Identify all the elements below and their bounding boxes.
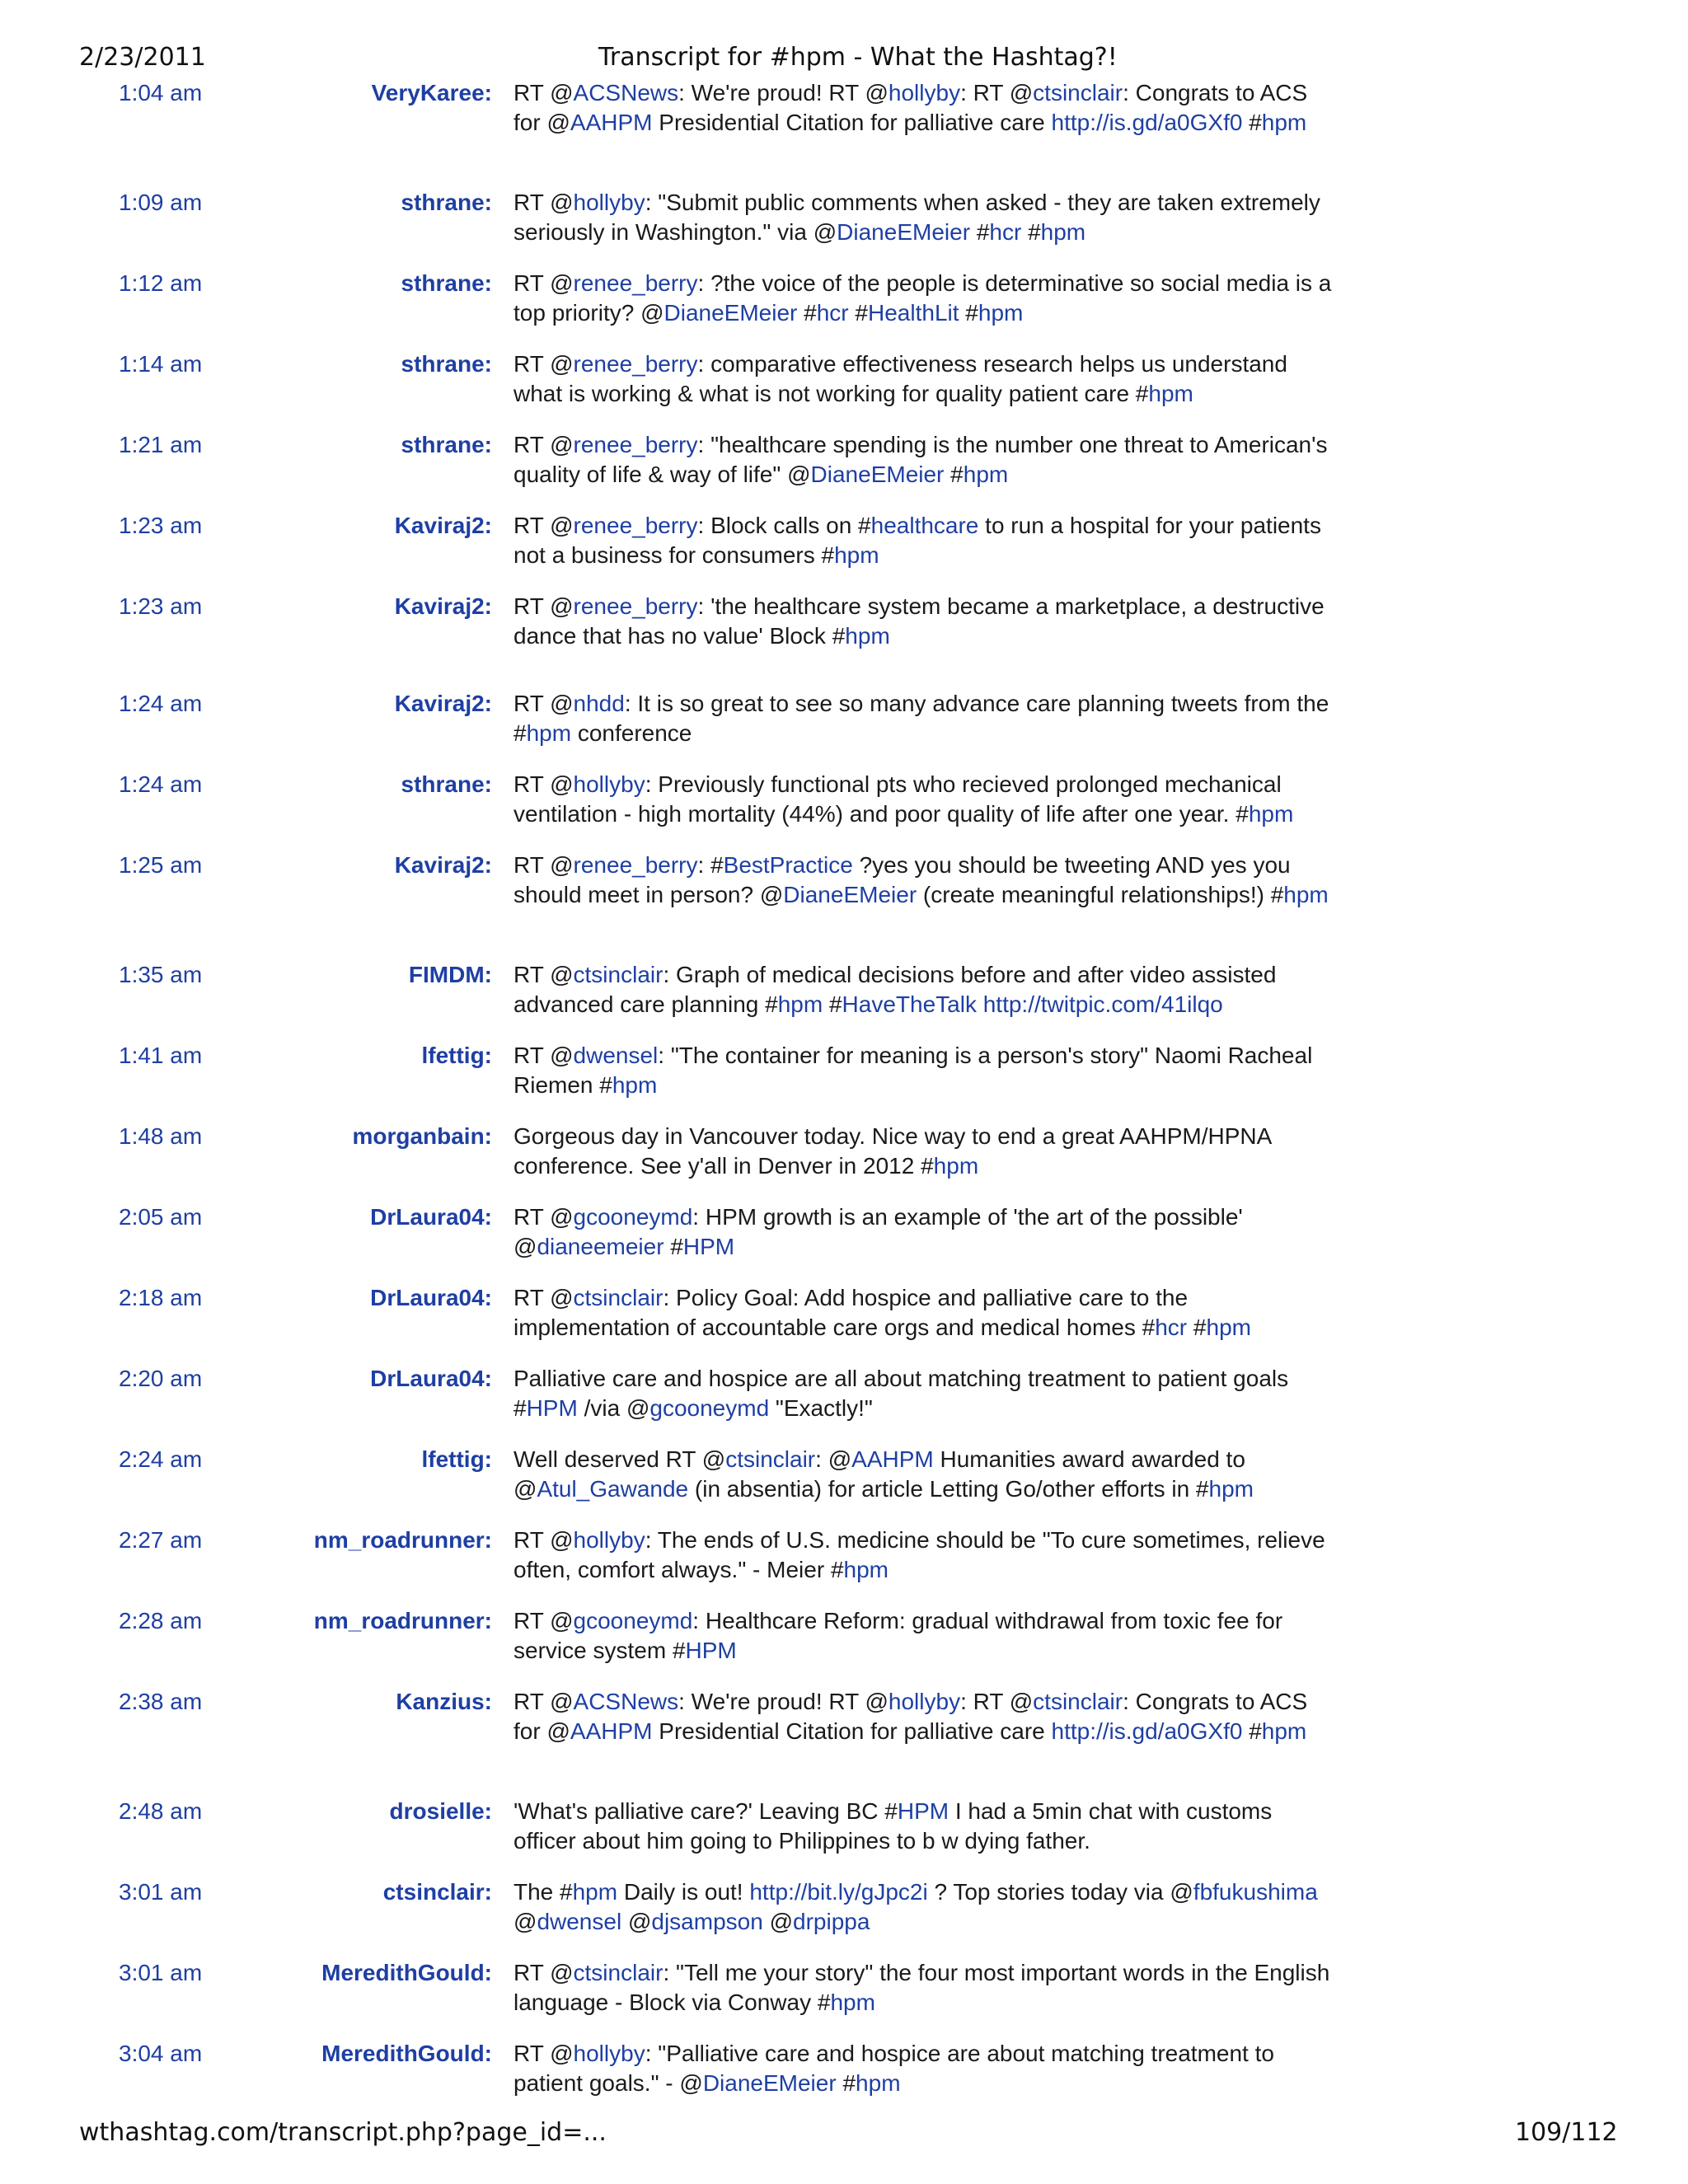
tweet-username[interactable]: MeredithGould: (321, 2041, 492, 2066)
tweet-username[interactable]: sthrane: (401, 771, 492, 797)
tweet-username[interactable]: DrLaura04: (370, 1204, 492, 1230)
tweet-text: RT @renee_berry: comparative effectiveness research helps us understand what is working & what is not working for quality patient care #hpm (513, 351, 1294, 406)
hashtag-link[interactable]: hpm (1261, 1718, 1307, 1744)
tweet-username[interactable]: sthrane: (401, 351, 492, 377)
tweet-text: RT @nhdd: It is so great to see so many advance care planning tweets from the #hpm conference (513, 691, 1336, 746)
tweet-text: RT @ctsinclair: Policy Goal: Add hospice and palliative care to the implementation of accountable care orgs and medical homes #hcr #hpm (513, 1285, 1251, 1340)
tweet-time: 1:24 am (119, 771, 203, 797)
hashtag-link[interactable]: hcr (989, 219, 1022, 245)
hashtag-link[interactable]: hpm (1040, 219, 1086, 245)
mention-link[interactable]: renee_berry (573, 270, 698, 296)
tweet-text: Gorgeous day in Vancouver today. Nice way to end a great AAHPM/HPNA conference. See y'all in Denver in 2012 #hpm (513, 1123, 1278, 1179)
mention-link[interactable]: DianeEMeier (702, 2070, 837, 2096)
tweet-username[interactable]: VeryKaree: (371, 80, 492, 105)
tweet-username[interactable]: lfettig: (421, 1043, 492, 1068)
tweet-username[interactable]: DrLaura04: (370, 1366, 492, 1391)
mention-link[interactable]: DianeEMeier (783, 882, 917, 907)
tweet-username[interactable]: DrLaura04: (370, 1285, 492, 1310)
tweet-username[interactable]: Kaviraj2: (394, 593, 492, 619)
tweet-username[interactable]: lfettig: (421, 1446, 492, 1472)
tweet-text: RT @hollyby: The ends of U.S. medicine should be "To cure sometimes, relieve often, comfort always." - Meier #hpm (513, 1527, 1332, 1582)
tweet-time: 1:23 am (119, 513, 203, 538)
mention-link[interactable]: ctsinclair (573, 1285, 663, 1310)
tweet-username[interactable]: Kaviraj2: (394, 691, 492, 716)
tweet-text: RT @ACSNews: We're proud! RT @hollyby: RT @ctsinclair: Congrats to ACS for @AAHPM Presidential Citation for palliative care http://is.gd/a0GXf0 #hpm (513, 1689, 1314, 1744)
tweet-link[interactable]: http://is.gd/a0GXf0 (1051, 1718, 1243, 1744)
tweet-time: 2:38 am (119, 1689, 203, 1714)
tweet-text: RT @renee_berry: #BestPractice ?yes you should be tweeting AND yes you should meet in person? @DianeEMeier (create meaningful relationships!) #hpm (513, 852, 1329, 907)
tweet-time: 1:04 am (119, 80, 203, 105)
mention-link[interactable]: renee_berry (573, 593, 698, 619)
tweet-time: 2:20 am (119, 1366, 203, 1391)
hashtag-link[interactable]: healthcare (870, 513, 979, 538)
hashtag-link[interactable]: hpm (526, 720, 572, 746)
tweet-text: RT @renee_berry: 'the healthcare system became a marketplace, a destructive dance that has no value' Block #hpm (513, 593, 1331, 649)
tweet-text: RT @gcooneymd: HPM growth is an example of 'the art of the possible' @dianeemeier #HPM (513, 1204, 1250, 1259)
tweet-time: 1:25 am (119, 852, 203, 878)
tweet-time: 2:05 am (119, 1204, 203, 1230)
hashtag-link[interactable]: HPM (526, 1395, 578, 1421)
mention-link[interactable]: fbfukushima (1193, 1879, 1318, 1905)
mention-link[interactable]: djsampson (651, 1909, 763, 1934)
tweet-text: RT @ctsinclair: "Tell me your story" the four most important words in the English language - Block via Conway #hpm (513, 1960, 1337, 2015)
mention-link[interactable]: hollyby (573, 190, 645, 215)
hashtag-link[interactable]: HaveTheTalk (842, 991, 977, 1017)
tweet-text: RT @ACSNews: We're proud! RT @hollyby: RT @ctsinclair: Congrats to ACS for @AAHPM Presidential Citation for palliative care http://is.gd/a0GXf0 #hpm (513, 80, 1314, 135)
mention-link[interactable]: dianeemeier (537, 1234, 664, 1259)
tweet-link[interactable]: http://twitpic.com/41ilqo (982, 991, 1223, 1017)
tweet-username[interactable]: Kaviraj2: (394, 513, 492, 538)
tweet-username[interactable]: MeredithGould: (321, 1960, 492, 1985)
mention-link[interactable]: ctsinclair (1033, 80, 1123, 105)
page-title: Transcript for #hpm - What the Hashtag?! (598, 43, 1118, 72)
mention-link[interactable]: ctsinclair (573, 962, 663, 987)
hashtag-link[interactable]: hpm (1261, 110, 1307, 135)
footer-url: wthashtag.com/transcript.php?page_id=... (79, 2118, 607, 2147)
mention-link[interactable]: hollyby (573, 1527, 645, 1553)
mention-link[interactable]: AAHPM (851, 1446, 934, 1472)
hashtag-link[interactable]: hpm (1283, 882, 1329, 907)
tweet-time: 1:41 am (119, 1043, 203, 1068)
mention-link[interactable]: DianeEMeier (663, 300, 798, 326)
tweet-time: 2:24 am (119, 1446, 203, 1472)
tweet-username[interactable]: FIMDM: (408, 962, 492, 987)
tweet-text: The #hpm Daily is out! http://bit.ly/gJpc2i ? Top stories today via @fbfukushima @dwensel @djsampson @drpippa (513, 1879, 1318, 1934)
tweet-text: Palliative care and hospice are all about matching treatment to patient goals #HPM /via @gcooneymd "Exactly!" (513, 1366, 1295, 1421)
mention-link[interactable]: hollyby (573, 2041, 645, 2066)
tweet-time: 2:27 am (119, 1527, 203, 1553)
tweet-time: 1:21 am (119, 432, 203, 457)
tweet-link[interactable]: http://is.gd/a0GXf0 (1051, 110, 1243, 135)
tweet-time: 2:48 am (119, 1798, 203, 1824)
hashtag-link[interactable]: hpm (1248, 801, 1294, 827)
mention-link[interactable]: AAHPM (570, 110, 653, 135)
hashtag-link[interactable]: hpm (856, 2070, 901, 2096)
hashtag-link[interactable]: hcr (1155, 1315, 1188, 1340)
tweet-time: 1:23 am (119, 593, 203, 619)
mention-link[interactable]: nhdd (573, 691, 625, 716)
tweet-text: RT @renee_berry: "healthcare spending is the number one threat to American's quality of life & way of life" @DianeEMeier #hpm (513, 432, 1334, 487)
mention-link[interactable]: renee_berry (573, 852, 698, 878)
mention-link[interactable]: DianeEMeier (810, 462, 945, 487)
mention-link[interactable]: ACSNews (573, 80, 679, 105)
mention-link[interactable]: hollyby (888, 80, 961, 105)
hashtag-link[interactable]: hpm (1208, 1476, 1254, 1502)
tweet-link[interactable]: http://bit.ly/gJpc2i (749, 1879, 928, 1905)
hashtag-link[interactable]: HPM (685, 1638, 737, 1663)
tweet-text: RT @ctsinclair: Graph of medical decisions before and after video assisted advanced care planning #hpm #HaveTheTalk http://twitpic.com/41ilqo (513, 962, 1283, 1017)
hashtag-link[interactable]: hpm (612, 1072, 658, 1098)
tweet-username[interactable]: sthrane: (401, 190, 492, 215)
tweet-time: 1:48 am (119, 1123, 203, 1149)
tweet-time: 2:18 am (119, 1285, 203, 1310)
mention-link[interactable]: DianeEMeier (837, 219, 971, 245)
mention-link[interactable]: drpippa (793, 1909, 870, 1934)
mention-link[interactable]: ctsinclair (725, 1446, 816, 1472)
hashtag-link[interactable]: hpm (978, 300, 1024, 326)
hashtag-link[interactable]: BestPractice (723, 852, 853, 878)
tweet-time: 3:01 am (119, 1960, 203, 1985)
tweet-time: 1:35 am (119, 962, 203, 987)
mention-link[interactable]: gcooneymd (573, 1608, 693, 1633)
mention-link[interactable]: AAHPM (570, 1718, 653, 1744)
hashtag-link[interactable]: hcr (816, 300, 849, 326)
hashtag-link[interactable]: hpm (843, 1557, 889, 1582)
mention-link[interactable]: ctsinclair (1033, 1689, 1123, 1714)
mention-link[interactable]: ACSNews (573, 1689, 679, 1714)
hashtag-link[interactable]: HPM (897, 1798, 950, 1824)
hashtag-link[interactable]: hpm (845, 623, 890, 649)
mention-link[interactable]: gcooneymd (573, 1204, 693, 1230)
mention-link[interactable]: renee_berry (573, 432, 698, 457)
mention-link[interactable]: hollyby (573, 771, 645, 797)
hashtag-link[interactable]: hpm (933, 1153, 979, 1179)
mention-link[interactable]: gcooneymd (649, 1395, 770, 1421)
hashtag-link[interactable]: hpm (963, 462, 1009, 487)
tweet-text: RT @gcooneymd: Healthcare Reform: gradual withdrawal from toxic fee for service system #HPM (513, 1608, 1289, 1663)
tweet-time: 1:14 am (119, 351, 203, 377)
tweet-text: RT @renee_berry: ?the voice of the people is determinative so social media is a top priority? @DianeEMeier #hcr #HealthLit #hpm (513, 270, 1339, 326)
tweet-username[interactable]: Kaviraj2: (394, 852, 492, 878)
mention-link[interactable]: Atul_Gawande (537, 1476, 689, 1502)
tweet-username[interactable]: nm_roadrunner: (313, 1608, 492, 1633)
hashtag-link[interactable]: hpm (1206, 1315, 1251, 1340)
tweet-text: 'What's palliative care?' Leaving BC #HPM I had a 5min chat with customs officer about him going to Philippines to b w dying father. (513, 1798, 1279, 1854)
tweet-username[interactable]: sthrane: (401, 270, 492, 296)
header-date: 2/23/2011 (79, 43, 206, 72)
hashtag-link[interactable]: hpm (830, 1990, 875, 2015)
tweet-time: 3:04 am (119, 2041, 203, 2066)
mention-link[interactable]: renee_berry (573, 351, 698, 377)
hashtag-link[interactable]: hpm (1148, 381, 1193, 406)
mention-link[interactable]: hollyby (888, 1689, 961, 1714)
tweet-username[interactable]: Kanzius: (396, 1689, 492, 1714)
mention-link[interactable]: renee_berry (573, 513, 698, 538)
tweet-username[interactable]: ctsinclair: (382, 1879, 492, 1905)
tweet-time: 1:09 am (119, 190, 203, 215)
tweet-time: 1:24 am (119, 691, 203, 716)
tweet-username[interactable]: morganbain: (352, 1123, 492, 1149)
tweet-username[interactable]: drosielle: (389, 1798, 492, 1824)
hashtag-link[interactable]: hpm (572, 1879, 618, 1905)
tweet-text: Well deserved RT @ctsinclair: @AAHPM Humanities award awarded to @Atul_Gawande (in absentia) for article Letting Go/other efforts in #hpm (513, 1446, 1254, 1502)
tweet-text: RT @renee_berry: Block calls on #healthcare to run a hospital for your patients not a business for consumers #hpm (513, 513, 1328, 568)
hashtag-link[interactable]: hpm (834, 542, 879, 568)
mention-link[interactable]: ctsinclair (573, 1960, 663, 1985)
tweet-text: RT @dwensel: "The container for meaning is a person's story" Naomi Racheal Riemen #hpm (513, 1043, 1320, 1098)
mention-link[interactable]: dwensel (573, 1043, 659, 1068)
hashtag-link[interactable]: HealthLit (868, 300, 959, 326)
tweet-text: RT @hollyby: Previously functional pts who recieved prolonged mechanical ventilation - high mortality (44%) and poor quality of life after one year. #hpm (513, 771, 1294, 827)
tweet-time: 1:12 am (119, 270, 203, 296)
tweet-text: RT @hollyby: "Palliative care and hospice are about matching treatment to patient goals." - @DianeEMeier #hpm (513, 2041, 1281, 2096)
hashtag-link[interactable]: hpm (777, 991, 823, 1017)
mention-link[interactable]: dwensel (537, 1909, 622, 1934)
tweet-time: 2:28 am (119, 1608, 203, 1633)
tweet-username[interactable]: nm_roadrunner: (313, 1527, 492, 1553)
tweet-time: 3:01 am (119, 1879, 203, 1905)
hashtag-link[interactable]: HPM (682, 1234, 735, 1259)
page-number: 109/112 (1515, 2118, 1618, 2147)
tweet-username[interactable]: sthrane: (401, 432, 492, 457)
tweet-text: RT @hollyby: "Submit public comments when asked - they are taken extremely seriously in Washington." via @DianeEMeier #hcr #hpm (513, 190, 1327, 245)
